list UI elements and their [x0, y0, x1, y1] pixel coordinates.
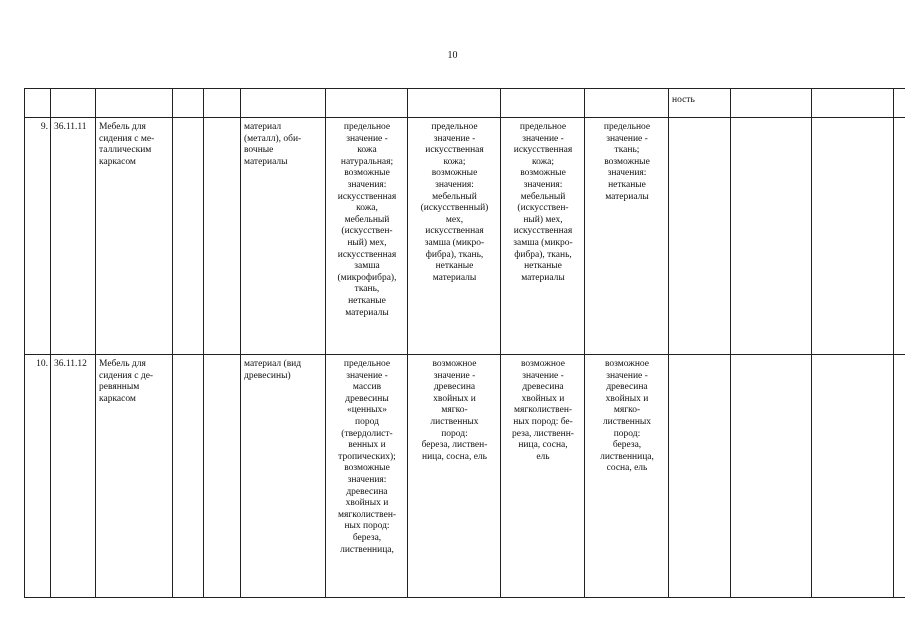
product-name — [96, 118, 173, 355]
table-cell — [894, 89, 905, 118]
product-name-text: Мебель для сидения с де- ревянным каркасом — [99, 359, 154, 404]
table-cell — [731, 89, 812, 118]
table-cell — [173, 355, 204, 598]
table-cell — [812, 89, 894, 118]
table-cell — [812, 118, 894, 355]
value-text: предельное значение - ткань; возможные значения: нетканые материалы — [603, 122, 651, 202]
table-cell — [731, 355, 812, 598]
value-cell — [585, 118, 669, 355]
table-cell — [326, 89, 408, 118]
okpd-code: 36.11.12 — [51, 355, 96, 598]
page-number: 10 — [447, 50, 458, 61]
product-name-text: Мебель для сидения с ме- таллическим каркасом — [99, 122, 155, 167]
table-cell — [669, 118, 731, 355]
row-number: 10. — [25, 355, 51, 598]
value-text: предельное значение - искусственная кожа; возможные значения: мебельный (искусствен- ный) мех, искусственная замша (микро- фибра), ткань, нетканые материалы — [513, 122, 573, 283]
okpd-code: 36.11.11 — [51, 118, 96, 355]
table-cell — [204, 355, 241, 598]
value-cell — [408, 118, 501, 355]
table-cell — [585, 89, 669, 118]
table-cell — [173, 89, 204, 118]
table-row — [25, 355, 905, 598]
table-cell — [894, 118, 905, 355]
row-number: 9. — [25, 118, 51, 355]
table-cell — [204, 118, 241, 355]
header-cell-12: ность — [669, 89, 731, 118]
table-cell — [25, 89, 51, 118]
table-cell — [894, 355, 905, 598]
value-text: возможное значение - древесина хвойных и мягко- лиственных пород: береза, листвен- ница, сосна, ель — [421, 359, 488, 462]
product-name — [96, 355, 173, 598]
value-text: предельное значение - искусственная кожа; возможные значения: мебельный (искусственный) мех, искусственная замша (микро- фибра), ткань, нетканые материалы — [420, 122, 489, 283]
table-cell — [408, 89, 501, 118]
value-cell — [501, 118, 585, 355]
value-text: предельное значение - массив древесины «ценных» пород (твердолист- венных и тропических); возможные значения: древесина хвойных и мягколиствен- ных пород: береза, лиственница, — [337, 359, 397, 555]
table-cell — [51, 89, 96, 118]
table-header-row — [25, 89, 905, 118]
characteristic — [241, 355, 326, 598]
table-cell — [241, 89, 326, 118]
table-cell — [173, 118, 204, 355]
value-cell — [326, 118, 408, 355]
value-text: возможное значение - древесина хвойных и мягко- лиственных пород: береза, лиственница, сосна, ель — [600, 359, 654, 474]
table-cell — [669, 355, 731, 598]
table-cell — [96, 89, 173, 118]
table-cell — [501, 89, 585, 118]
table-cell — [204, 89, 241, 118]
characteristic-text: материал (металл), оби- вочные материалы — [244, 122, 302, 167]
value-cell — [408, 355, 501, 598]
value-cell — [585, 355, 669, 598]
characteristic-text: материал (вид древесины) — [244, 359, 302, 381]
specification-table — [24, 88, 905, 598]
value-cell — [326, 355, 408, 598]
value-text: предельное значение - кожа натуральная; возможные значения: искусственная кожа, мебельный (искусствен- ный) мех, искусственная замша (микрофибра), ткань, нетканые материалы — [337, 122, 397, 318]
table-cell — [812, 355, 894, 598]
table-cell — [731, 118, 812, 355]
table-row — [25, 118, 905, 355]
value-text: возможное значение - древесина хвойных и мягколиствен- ных пород: бе- реза, лиственн- ница, сосна, ель — [512, 359, 574, 462]
value-cell — [501, 355, 585, 598]
characteristic — [241, 118, 326, 355]
